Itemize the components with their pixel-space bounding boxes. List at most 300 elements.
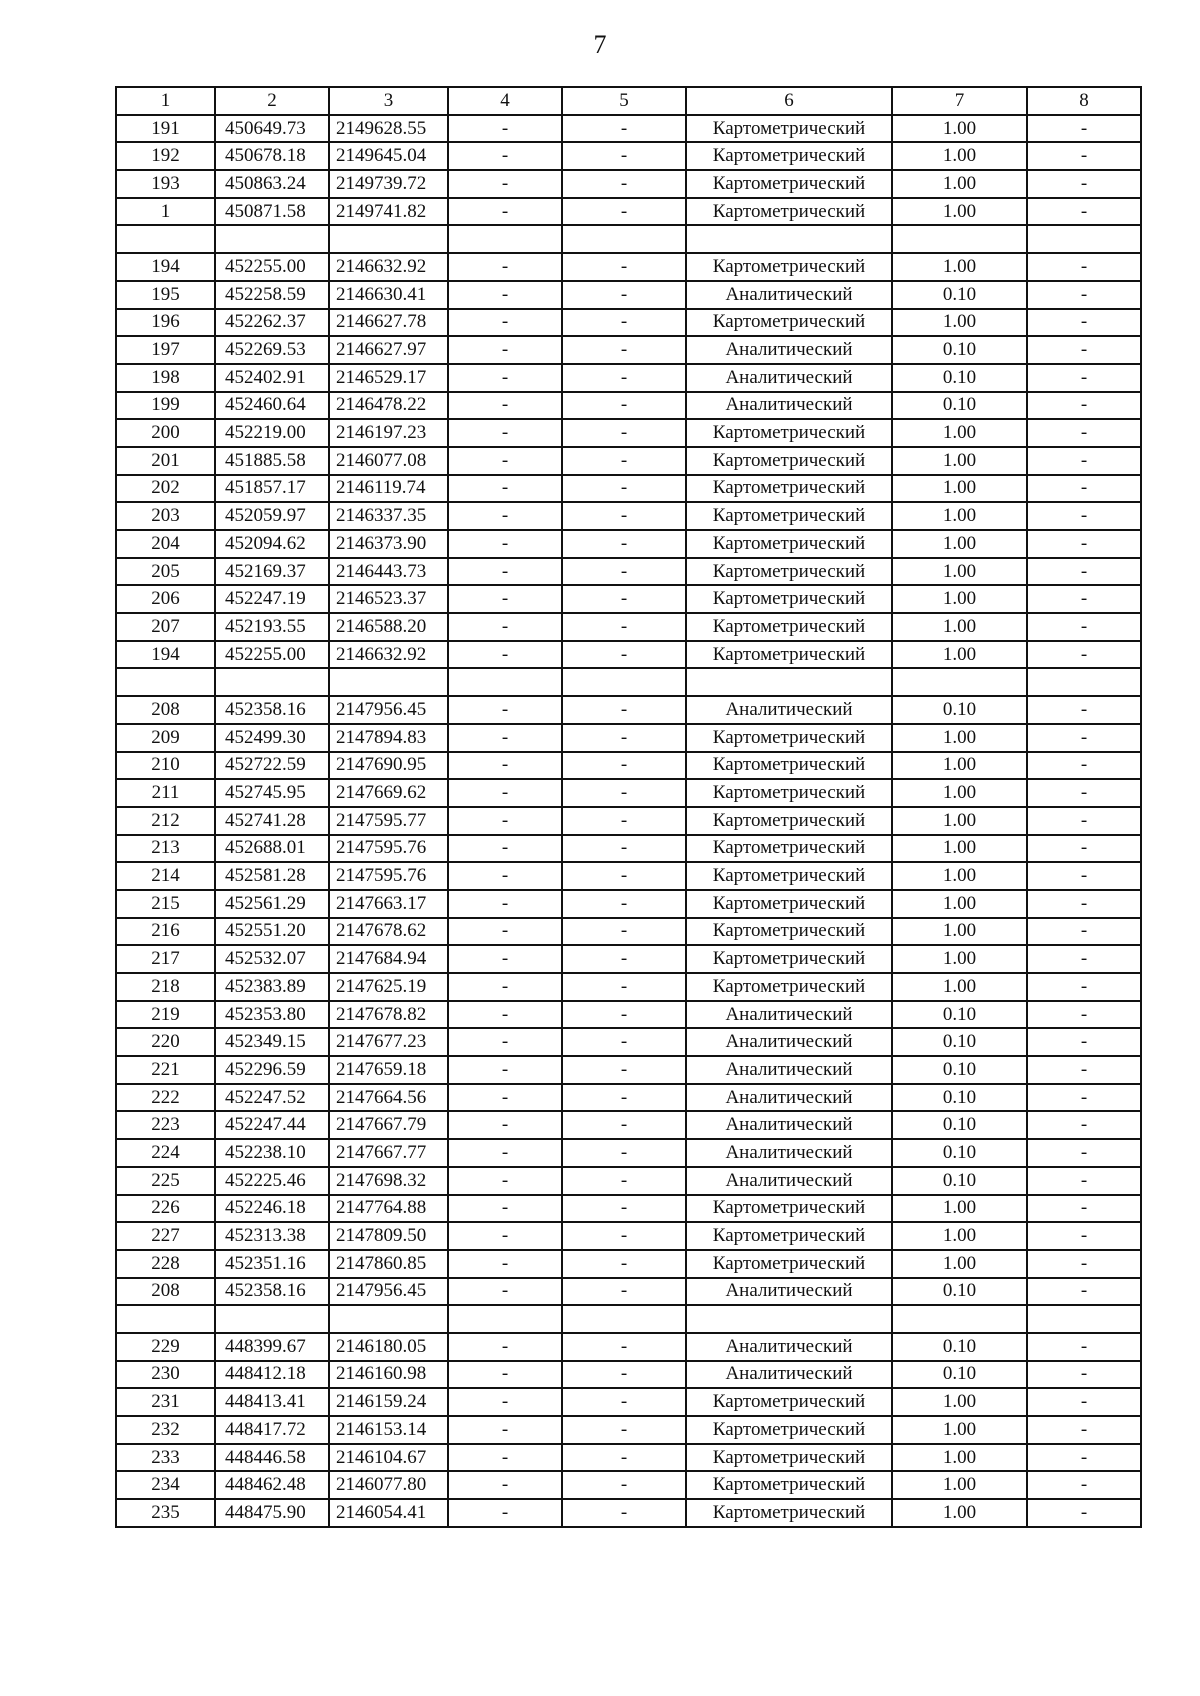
point-number-cell: 212 bbox=[116, 807, 215, 835]
x-coordinate-cell: 450863.24 bbox=[215, 170, 329, 198]
x-coordinate-cell: 452688.01 bbox=[215, 835, 329, 863]
column-8-cell: - bbox=[1027, 1001, 1141, 1029]
column-4-cell bbox=[448, 1305, 562, 1333]
accuracy-cell: 1.00 bbox=[892, 309, 1027, 337]
method-cell: Аналитический bbox=[686, 1361, 892, 1389]
y-coordinate-cell: 2146523.37 bbox=[329, 585, 448, 613]
column-5-cell: - bbox=[562, 1416, 686, 1444]
column-4-cell: - bbox=[448, 309, 562, 337]
x-coordinate-cell: 452402.91 bbox=[215, 364, 329, 392]
column-8-cell: - bbox=[1027, 613, 1141, 641]
x-coordinate-cell: 452255.00 bbox=[215, 641, 329, 669]
y-coordinate-cell: 2146159.24 bbox=[329, 1388, 448, 1416]
x-coordinate-cell: 448399.67 bbox=[215, 1333, 329, 1361]
column-8-cell: - bbox=[1027, 1278, 1141, 1306]
table-row bbox=[116, 142, 1141, 170]
accuracy-cell: 0.10 bbox=[892, 1139, 1027, 1167]
column-8-cell: - bbox=[1027, 558, 1141, 586]
method-cell: Аналитический bbox=[686, 1167, 892, 1195]
column-5-cell: - bbox=[562, 1444, 686, 1472]
x-coordinate-cell: 452358.16 bbox=[215, 696, 329, 724]
y-coordinate-cell: 2147764.88 bbox=[329, 1195, 448, 1223]
column-header: 4 bbox=[448, 87, 562, 115]
method-cell: Аналитический bbox=[686, 1001, 892, 1029]
point-number-cell: 228 bbox=[116, 1250, 215, 1278]
method-cell: Картометрический bbox=[686, 835, 892, 863]
column-5-cell: - bbox=[562, 1333, 686, 1361]
table-row bbox=[116, 530, 1141, 558]
accuracy-cell: 1.00 bbox=[892, 1195, 1027, 1223]
column-4-cell: - bbox=[448, 530, 562, 558]
x-coordinate-cell: 452219.00 bbox=[215, 419, 329, 447]
x-coordinate-cell: 452532.07 bbox=[215, 945, 329, 973]
column-8-cell bbox=[1027, 1305, 1141, 1333]
point-number-cell: 210 bbox=[116, 752, 215, 780]
method-cell: Аналитический bbox=[686, 1111, 892, 1139]
column-5-cell bbox=[562, 668, 686, 696]
accuracy-cell: 0.10 bbox=[892, 364, 1027, 392]
y-coordinate-cell: 2147625.19 bbox=[329, 973, 448, 1001]
column-5-cell: - bbox=[562, 1361, 686, 1389]
table-row bbox=[116, 1499, 1141, 1527]
column-4-cell: - bbox=[448, 1056, 562, 1084]
point-number-cell: 214 bbox=[116, 862, 215, 890]
y-coordinate-cell: 2146337.35 bbox=[329, 502, 448, 530]
table-row bbox=[116, 502, 1141, 530]
y-coordinate-cell: 2147860.85 bbox=[329, 1250, 448, 1278]
accuracy-cell bbox=[892, 1305, 1027, 1333]
table-row bbox=[116, 1056, 1141, 1084]
table-row bbox=[116, 1167, 1141, 1195]
y-coordinate-cell: 2147664.56 bbox=[329, 1084, 448, 1112]
table-row bbox=[116, 1111, 1141, 1139]
point-number-cell: 1 bbox=[116, 198, 215, 226]
column-8-cell: - bbox=[1027, 475, 1141, 503]
table-row bbox=[116, 1361, 1141, 1389]
y-coordinate-cell: 2149741.82 bbox=[329, 198, 448, 226]
x-coordinate-cell: 452741.28 bbox=[215, 807, 329, 835]
column-5-cell: - bbox=[562, 724, 686, 752]
y-coordinate-cell: 2149645.04 bbox=[329, 142, 448, 170]
column-4-cell: - bbox=[448, 862, 562, 890]
column-5-cell: - bbox=[562, 585, 686, 613]
table-row bbox=[116, 1471, 1141, 1499]
x-coordinate-cell: 452238.10 bbox=[215, 1139, 329, 1167]
method-cell: Картометрический bbox=[686, 115, 892, 143]
accuracy-cell: 0.10 bbox=[892, 392, 1027, 420]
y-coordinate-cell: 2147809.50 bbox=[329, 1222, 448, 1250]
column-8-cell: - bbox=[1027, 419, 1141, 447]
point-number-cell: 232 bbox=[116, 1416, 215, 1444]
accuracy-cell: 0.10 bbox=[892, 1333, 1027, 1361]
column-5-cell: - bbox=[562, 364, 686, 392]
point-number-cell: 225 bbox=[116, 1167, 215, 1195]
method-cell: Картометрический bbox=[686, 530, 892, 558]
table-row bbox=[116, 1222, 1141, 1250]
y-coordinate-cell: 2147690.95 bbox=[329, 752, 448, 780]
table-row bbox=[116, 281, 1141, 309]
table-row bbox=[116, 779, 1141, 807]
table-row bbox=[116, 1416, 1141, 1444]
y-coordinate-cell bbox=[329, 668, 448, 696]
y-coordinate-cell: 2147663.17 bbox=[329, 890, 448, 918]
method-cell: Картометрический bbox=[686, 779, 892, 807]
method-cell: Картометрический bbox=[686, 253, 892, 281]
y-coordinate-cell: 2146627.97 bbox=[329, 336, 448, 364]
accuracy-cell: 1.00 bbox=[892, 447, 1027, 475]
column-4-cell: - bbox=[448, 807, 562, 835]
x-coordinate-cell: 452059.97 bbox=[215, 502, 329, 530]
column-4-cell: - bbox=[448, 1388, 562, 1416]
y-coordinate-cell: 2147684.94 bbox=[329, 945, 448, 973]
column-8-cell: - bbox=[1027, 1111, 1141, 1139]
table-row bbox=[116, 1195, 1141, 1223]
y-coordinate-cell bbox=[329, 1305, 448, 1333]
column-4-cell: - bbox=[448, 170, 562, 198]
x-coordinate-cell: 452247.52 bbox=[215, 1084, 329, 1112]
column-8-cell: - bbox=[1027, 364, 1141, 392]
column-5-cell: - bbox=[562, 115, 686, 143]
accuracy-cell: 0.10 bbox=[892, 281, 1027, 309]
accuracy-cell: 1.00 bbox=[892, 918, 1027, 946]
x-coordinate-cell: 452225.46 bbox=[215, 1167, 329, 1195]
column-4-cell: - bbox=[448, 1333, 562, 1361]
y-coordinate-cell bbox=[329, 225, 448, 253]
table-body bbox=[116, 115, 1141, 1527]
accuracy-cell: 1.00 bbox=[892, 1499, 1027, 1527]
method-cell: Картометрический bbox=[686, 558, 892, 586]
accuracy-cell: 0.10 bbox=[892, 1084, 1027, 1112]
column-5-cell: - bbox=[562, 1028, 686, 1056]
x-coordinate-cell: 448446.58 bbox=[215, 1444, 329, 1472]
accuracy-cell: 1.00 bbox=[892, 1388, 1027, 1416]
x-coordinate-cell: 452722.59 bbox=[215, 752, 329, 780]
x-coordinate-cell: 450678.18 bbox=[215, 142, 329, 170]
x-coordinate-cell: 452296.59 bbox=[215, 1056, 329, 1084]
point-number-cell: 215 bbox=[116, 890, 215, 918]
table-row bbox=[116, 835, 1141, 863]
accuracy-cell: 1.00 bbox=[892, 779, 1027, 807]
column-4-cell: - bbox=[448, 1250, 562, 1278]
y-coordinate-cell: 2147956.45 bbox=[329, 1278, 448, 1306]
point-number-cell bbox=[116, 1305, 215, 1333]
table-row bbox=[116, 170, 1141, 198]
x-coordinate-cell: 452169.37 bbox=[215, 558, 329, 586]
column-5-cell bbox=[562, 225, 686, 253]
x-coordinate-cell: 452247.44 bbox=[215, 1111, 329, 1139]
method-cell: Картометрический bbox=[686, 142, 892, 170]
y-coordinate-cell: 2146443.73 bbox=[329, 558, 448, 586]
point-number-cell: 203 bbox=[116, 502, 215, 530]
column-5-cell: - bbox=[562, 1499, 686, 1527]
column-8-cell: - bbox=[1027, 1167, 1141, 1195]
y-coordinate-cell: 2146054.41 bbox=[329, 1499, 448, 1527]
table-row bbox=[116, 447, 1141, 475]
column-5-cell: - bbox=[562, 1111, 686, 1139]
y-coordinate-cell: 2146627.78 bbox=[329, 309, 448, 337]
y-coordinate-cell: 2147595.76 bbox=[329, 835, 448, 863]
y-coordinate-cell: 2147595.76 bbox=[329, 862, 448, 890]
column-4-cell: - bbox=[448, 558, 562, 586]
point-number-cell bbox=[116, 225, 215, 253]
column-4-cell: - bbox=[448, 1278, 562, 1306]
x-coordinate-cell: 448412.18 bbox=[215, 1361, 329, 1389]
table-row bbox=[116, 558, 1141, 586]
column-4-cell: - bbox=[448, 1471, 562, 1499]
y-coordinate-cell: 2146478.22 bbox=[329, 392, 448, 420]
column-5-cell: - bbox=[562, 336, 686, 364]
y-coordinate-cell: 2146153.14 bbox=[329, 1416, 448, 1444]
point-number-cell: 200 bbox=[116, 419, 215, 447]
column-4-cell: - bbox=[448, 1361, 562, 1389]
column-4-cell: - bbox=[448, 502, 562, 530]
y-coordinate-cell: 2146077.80 bbox=[329, 1471, 448, 1499]
x-coordinate-cell: 452258.59 bbox=[215, 281, 329, 309]
column-8-cell: - bbox=[1027, 1139, 1141, 1167]
column-5-cell: - bbox=[562, 1139, 686, 1167]
x-coordinate-cell: 452353.80 bbox=[215, 1001, 329, 1029]
column-8-cell: - bbox=[1027, 115, 1141, 143]
column-8-cell: - bbox=[1027, 502, 1141, 530]
x-coordinate-cell: 450649.73 bbox=[215, 115, 329, 143]
column-8-cell: - bbox=[1027, 253, 1141, 281]
y-coordinate-cell: 2147678.82 bbox=[329, 1001, 448, 1029]
column-8-cell: - bbox=[1027, 1333, 1141, 1361]
column-5-cell: - bbox=[562, 807, 686, 835]
point-number-cell: 217 bbox=[116, 945, 215, 973]
accuracy-cell: 0.10 bbox=[892, 1001, 1027, 1029]
column-4-cell: - bbox=[448, 281, 562, 309]
accuracy-cell: 1.00 bbox=[892, 198, 1027, 226]
column-4-cell: - bbox=[448, 419, 562, 447]
accuracy-cell bbox=[892, 668, 1027, 696]
y-coordinate-cell: 2146529.17 bbox=[329, 364, 448, 392]
x-coordinate-cell: 452745.95 bbox=[215, 779, 329, 807]
column-8-cell: - bbox=[1027, 641, 1141, 669]
method-cell: Картометрический bbox=[686, 447, 892, 475]
point-number-cell: 207 bbox=[116, 613, 215, 641]
table-row bbox=[116, 918, 1141, 946]
column-4-cell: - bbox=[448, 918, 562, 946]
column-8-cell: - bbox=[1027, 1056, 1141, 1084]
method-cell: Аналитический bbox=[686, 1084, 892, 1112]
column-8-cell: - bbox=[1027, 973, 1141, 1001]
y-coordinate-cell: 2146104.67 bbox=[329, 1444, 448, 1472]
column-5-cell: - bbox=[562, 945, 686, 973]
method-cell: Аналитический bbox=[686, 1056, 892, 1084]
accuracy-cell bbox=[892, 225, 1027, 253]
column-4-cell: - bbox=[448, 1416, 562, 1444]
point-number-cell: 206 bbox=[116, 585, 215, 613]
point-number-cell: 226 bbox=[116, 1195, 215, 1223]
accuracy-cell: 0.10 bbox=[892, 1028, 1027, 1056]
column-5-cell: - bbox=[562, 198, 686, 226]
accuracy-cell: 1.00 bbox=[892, 752, 1027, 780]
column-8-cell: - bbox=[1027, 1361, 1141, 1389]
column-8-cell: - bbox=[1027, 724, 1141, 752]
table-row bbox=[116, 973, 1141, 1001]
method-cell: Картометрический bbox=[686, 1250, 892, 1278]
x-coordinate-cell: 452551.20 bbox=[215, 918, 329, 946]
page-number: 7 bbox=[593, 30, 607, 59]
x-coordinate-cell: 452247.19 bbox=[215, 585, 329, 613]
accuracy-cell: 1.00 bbox=[892, 807, 1027, 835]
column-4-cell: - bbox=[448, 724, 562, 752]
accuracy-cell: 1.00 bbox=[892, 862, 1027, 890]
x-coordinate-cell: 452193.55 bbox=[215, 613, 329, 641]
table-row bbox=[116, 1278, 1141, 1306]
column-8-cell: - bbox=[1027, 1444, 1141, 1472]
method-cell: Картометрический bbox=[686, 419, 892, 447]
x-coordinate-cell: 452246.18 bbox=[215, 1195, 329, 1223]
column-8-cell: - bbox=[1027, 309, 1141, 337]
x-coordinate-cell: 452351.16 bbox=[215, 1250, 329, 1278]
method-cell: Картометрический bbox=[686, 945, 892, 973]
accuracy-cell: 1.00 bbox=[892, 530, 1027, 558]
accuracy-cell: 1.00 bbox=[892, 170, 1027, 198]
point-number-cell: 211 bbox=[116, 779, 215, 807]
column-5-cell: - bbox=[562, 392, 686, 420]
column-5-cell: - bbox=[562, 419, 686, 447]
column-8-cell: - bbox=[1027, 807, 1141, 835]
point-number-cell: 197 bbox=[116, 336, 215, 364]
method-cell bbox=[686, 225, 892, 253]
point-number-cell: 201 bbox=[116, 447, 215, 475]
column-header: 8 bbox=[1027, 87, 1141, 115]
column-8-cell: - bbox=[1027, 1471, 1141, 1499]
method-cell: Картометрический bbox=[686, 1195, 892, 1223]
point-number-cell: 208 bbox=[116, 696, 215, 724]
y-coordinate-cell: 2146197.23 bbox=[329, 419, 448, 447]
column-8-cell: - bbox=[1027, 281, 1141, 309]
point-number-cell: 194 bbox=[116, 253, 215, 281]
column-4-cell: - bbox=[448, 475, 562, 503]
method-cell: Аналитический bbox=[686, 1028, 892, 1056]
x-coordinate-cell: 452255.00 bbox=[215, 253, 329, 281]
x-coordinate-cell: 450871.58 bbox=[215, 198, 329, 226]
column-5-cell: - bbox=[562, 142, 686, 170]
table-row bbox=[116, 1444, 1141, 1472]
column-4-cell: - bbox=[448, 1167, 562, 1195]
table-row bbox=[116, 253, 1141, 281]
y-coordinate-cell: 2147678.62 bbox=[329, 918, 448, 946]
column-5-cell: - bbox=[562, 779, 686, 807]
point-number-cell: 205 bbox=[116, 558, 215, 586]
method-cell: Картометрический bbox=[686, 1499, 892, 1527]
column-8-cell: - bbox=[1027, 1222, 1141, 1250]
column-8-cell: - bbox=[1027, 1084, 1141, 1112]
method-cell: Картометрический bbox=[686, 862, 892, 890]
column-4-cell bbox=[448, 225, 562, 253]
accuracy-cell: 1.00 bbox=[892, 115, 1027, 143]
column-5-cell: - bbox=[562, 1001, 686, 1029]
accuracy-cell: 1.00 bbox=[892, 973, 1027, 1001]
accuracy-cell: 0.10 bbox=[892, 1111, 1027, 1139]
column-4-cell: - bbox=[448, 447, 562, 475]
method-cell bbox=[686, 1305, 892, 1333]
column-5-cell: - bbox=[562, 309, 686, 337]
accuracy-cell: 1.00 bbox=[892, 502, 1027, 530]
y-coordinate-cell: 2146630.41 bbox=[329, 281, 448, 309]
accuracy-cell: 0.10 bbox=[892, 1361, 1027, 1389]
column-4-cell: - bbox=[448, 779, 562, 807]
method-cell: Аналитический bbox=[686, 1333, 892, 1361]
y-coordinate-cell: 2147698.32 bbox=[329, 1167, 448, 1195]
method-cell: Картометрический bbox=[686, 170, 892, 198]
method-cell: Картометрический bbox=[686, 502, 892, 530]
x-coordinate-cell: 452383.89 bbox=[215, 973, 329, 1001]
table-row bbox=[116, 807, 1141, 835]
point-number-cell: 196 bbox=[116, 309, 215, 337]
method-cell: Картометрический bbox=[686, 890, 892, 918]
column-4-cell: - bbox=[448, 1222, 562, 1250]
point-number-cell: 213 bbox=[116, 835, 215, 863]
y-coordinate-cell: 2146077.08 bbox=[329, 447, 448, 475]
column-5-cell: - bbox=[562, 641, 686, 669]
point-number-cell: 220 bbox=[116, 1028, 215, 1056]
column-5-cell: - bbox=[562, 1222, 686, 1250]
y-coordinate-cell: 2146119.74 bbox=[329, 475, 448, 503]
table-row bbox=[116, 862, 1141, 890]
column-5-cell: - bbox=[562, 1278, 686, 1306]
column-4-cell: - bbox=[448, 1001, 562, 1029]
point-number-cell: 193 bbox=[116, 170, 215, 198]
accuracy-cell: 0.10 bbox=[892, 1056, 1027, 1084]
column-8-cell: - bbox=[1027, 862, 1141, 890]
column-4-cell: - bbox=[448, 696, 562, 724]
column-5-cell: - bbox=[562, 696, 686, 724]
column-5-cell: - bbox=[562, 281, 686, 309]
y-coordinate-cell: 2146160.98 bbox=[329, 1361, 448, 1389]
point-number-cell: 192 bbox=[116, 142, 215, 170]
accuracy-cell: 1.00 bbox=[892, 835, 1027, 863]
column-8-cell: - bbox=[1027, 170, 1141, 198]
accuracy-cell: 1.00 bbox=[892, 613, 1027, 641]
column-8-cell: - bbox=[1027, 1028, 1141, 1056]
column-5-cell: - bbox=[562, 752, 686, 780]
column-4-cell: - bbox=[448, 890, 562, 918]
column-8-cell: - bbox=[1027, 696, 1141, 724]
column-8-cell: - bbox=[1027, 1388, 1141, 1416]
table-row bbox=[116, 641, 1141, 669]
table-row bbox=[116, 419, 1141, 447]
column-4-cell: - bbox=[448, 1444, 562, 1472]
accuracy-cell: 1.00 bbox=[892, 945, 1027, 973]
table-row bbox=[116, 198, 1141, 226]
table-row bbox=[116, 585, 1141, 613]
x-coordinate-cell bbox=[215, 668, 329, 696]
table-header-row bbox=[116, 87, 1141, 115]
y-coordinate-cell: 2146632.92 bbox=[329, 641, 448, 669]
x-coordinate-cell: 451857.17 bbox=[215, 475, 329, 503]
coordinates-table bbox=[115, 86, 1142, 1528]
accuracy-cell: 1.00 bbox=[892, 142, 1027, 170]
point-number-cell: 227 bbox=[116, 1222, 215, 1250]
point-number-cell: 223 bbox=[116, 1111, 215, 1139]
column-4-cell: - bbox=[448, 585, 562, 613]
accuracy-cell: 1.00 bbox=[892, 475, 1027, 503]
accuracy-cell: 1.00 bbox=[892, 890, 1027, 918]
table-row bbox=[116, 336, 1141, 364]
table-row bbox=[116, 613, 1141, 641]
column-5-cell: - bbox=[562, 502, 686, 530]
x-coordinate-cell: 452262.37 bbox=[215, 309, 329, 337]
method-cell: Картометрический bbox=[686, 1444, 892, 1472]
x-coordinate-cell: 448462.48 bbox=[215, 1471, 329, 1499]
point-number-cell: 234 bbox=[116, 1471, 215, 1499]
column-4-cell: - bbox=[448, 198, 562, 226]
column-5-cell: - bbox=[562, 835, 686, 863]
